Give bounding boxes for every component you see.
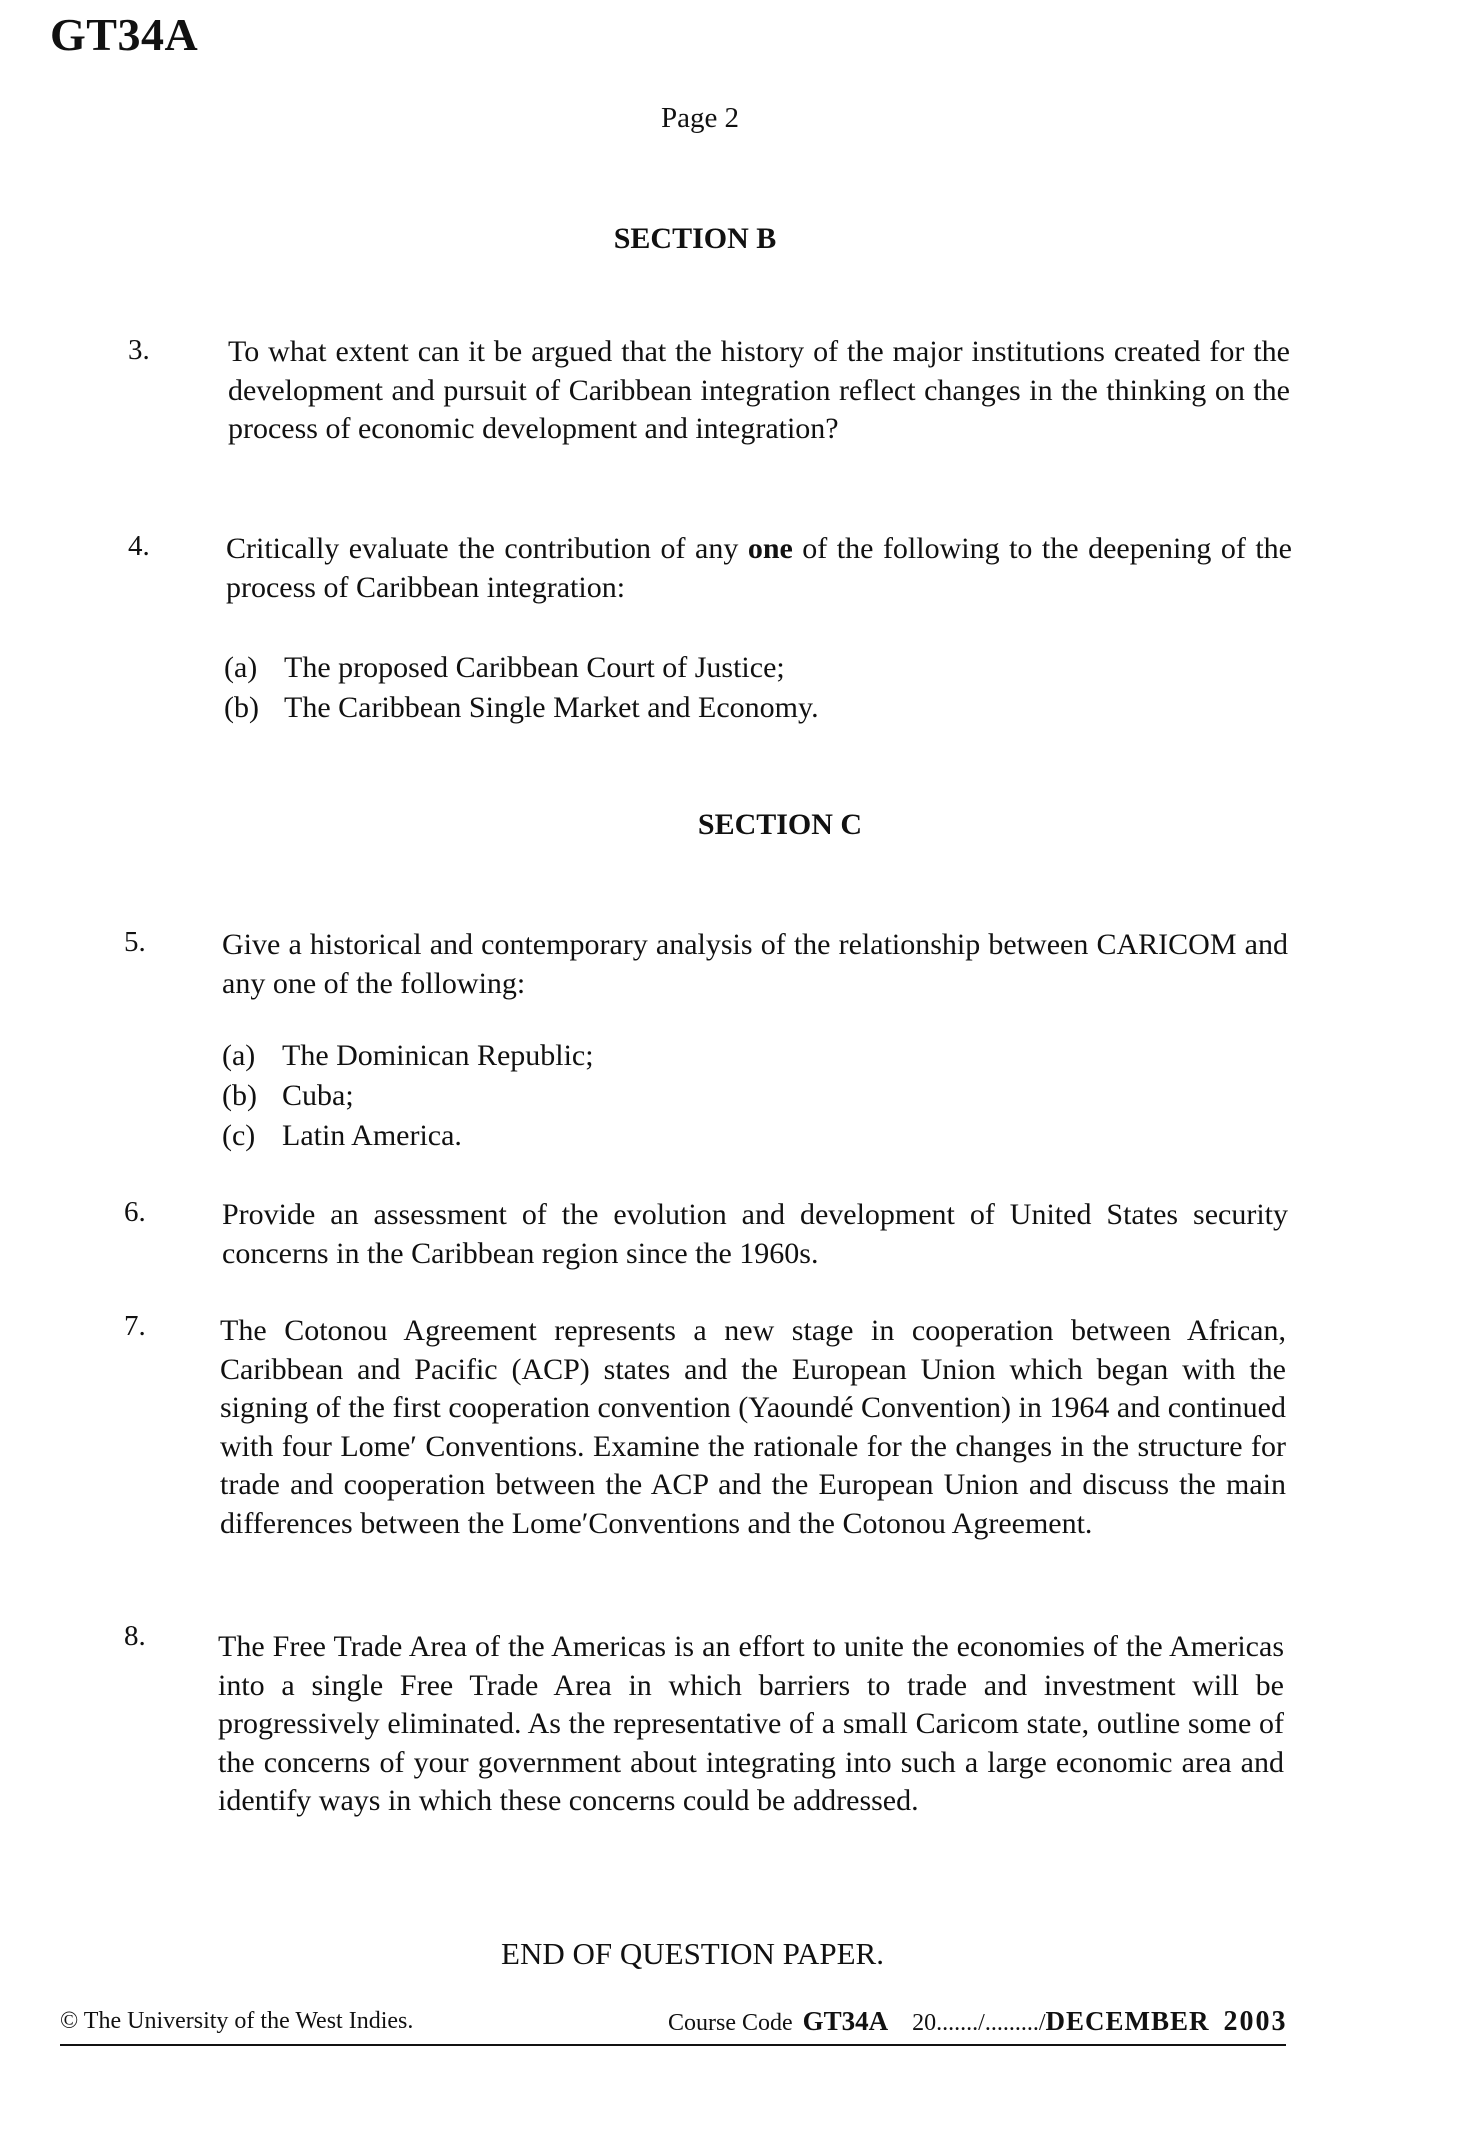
course-code-header: GT34A (50, 9, 199, 60)
question-8-number: 8. (124, 1620, 146, 1652)
page-footer (60, 2004, 1430, 2048)
course-code-label: Course Code (668, 2010, 793, 2036)
emphasis-one: one (747, 532, 793, 565)
question-4-options (224, 648, 819, 728)
question-8-text: The Free Trade Area of the Americas is an effort to unite the economies of the Americas into a single Free Trade Area in which barriers to trade and investment will be progressively eliminated. As the representative of a small Caricom state, outline some of the concerns of your government about integrating into such a large economic area and identify ways in which these concerns could be addressed. (218, 1630, 1284, 1817)
footer-rule (60, 2044, 1286, 2046)
date-blanks: 20......./........./ (912, 2010, 1046, 2036)
copyright-notice: © The University of the West Indies. (60, 2008, 414, 2034)
option-a: (a) The Dominican Republic; (222, 1039, 594, 1072)
course-code-footer (668, 2006, 1288, 2038)
section-b-heading: SECTION B (613, 222, 777, 255)
exam-month: DECEMBER (1045, 2006, 1210, 2036)
exam-year: 2003 (1223, 2006, 1288, 2037)
option-a: (a) The proposed Caribbean Court of Justice; (224, 651, 785, 684)
question-6-number: 6. (124, 1196, 146, 1228)
question-6-text: Provide an assessment of the evolution and development of United States security concerns in the Caribbean region since the 1960s. (222, 1198, 1288, 1270)
option-c: (c) Latin America. (222, 1119, 462, 1152)
question-4-text: Critically evaluate the contribution of any one of the following to the deepening of the process of Caribbean integration: (226, 532, 1292, 604)
page-number: Page 2 (660, 102, 740, 134)
question-4-number: 4. (128, 530, 150, 562)
question-3-number: 3. (128, 334, 150, 366)
question-5-number: 5. (124, 926, 146, 958)
section-c-heading: SECTION C (697, 808, 863, 841)
end-of-paper: END OF QUESTION PAPER. (501, 1936, 884, 1971)
course-code-value: GT34A (802, 2006, 889, 2036)
question-5-text: Give a historical and contemporary analysis of the relationship between CARICOM and any one of the following: (222, 928, 1288, 1000)
question-3-text: To what extent can it be argued that the history of the major institutions created for the development and pursuit of Caribbean integration reflect changes in the thinking on the process of economic development and integration? (228, 335, 1290, 445)
option-b: (b) The Caribbean Single Market and Economy. (224, 691, 819, 724)
question-7-text: The Cotonou Agreement represents a new stage in cooperation between African, Caribbean and Pacific (ACP) states and the European Union which began with the signing of the first cooperation convention (Yaoundé Convention) in 1964 and continued with four Lome′ Conventions. Examine the rationale for the changes in the structure for trade and cooperation between the ACP and the European Union and discuss the main differences between the Lome′Conventions and the Cotonou Agreement. (220, 1314, 1286, 1540)
question-5-options (222, 1036, 594, 1156)
option-b: (b) Cuba; (222, 1079, 354, 1112)
question-7-number: 7. (124, 1310, 146, 1342)
